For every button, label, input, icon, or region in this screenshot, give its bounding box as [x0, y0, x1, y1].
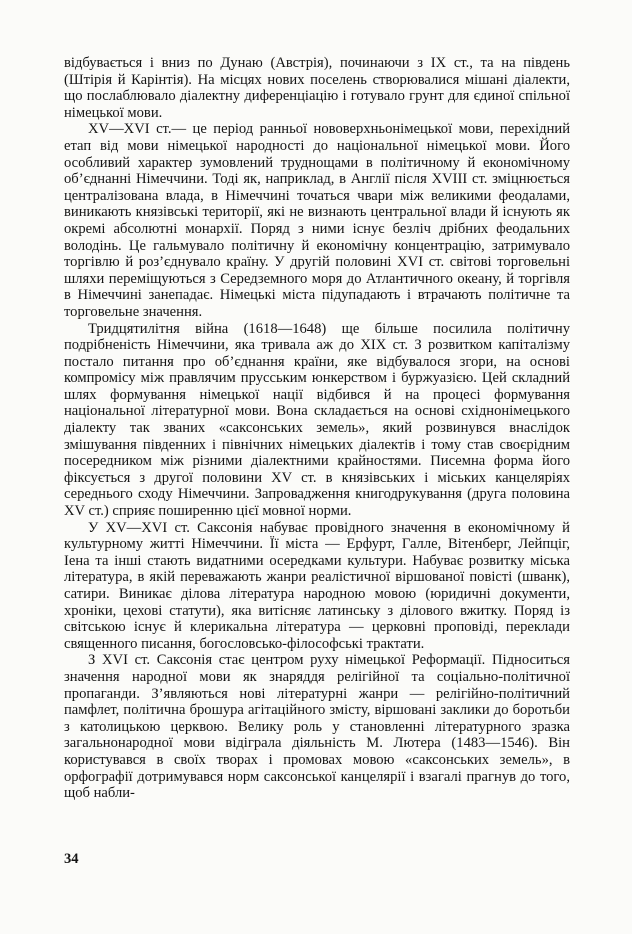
paragraph-5: З XVI ст. Саксонія стає центром руху німецької Реформації. Підноситься значення народної мови як знаряддя релігійної та соціально-політичної пропаганди. З’являються нові літературні жанри — релігійно-політичний памфлет, політична брошура агітаційного змісту, віршовані заклики до боротьби з католицькою церквою. Велику роль у становленні літературного зразка загальнонародної мови відіграла діяльність М. Лютера (1483—1546). Він користувався в своїх творах і промовах мовою «саксонських земель», в орфографії дотримувався норм саксонської канцелярії і взагалі прагнув до того, щоб набли-: [64, 652, 570, 802]
paragraph-3: Тридцятилітня війна (1618—1648) ще більше посилила політичну подрібненість Німеччини, яка тривала аж до XIX ст. З розвитком капіталізму постало питання про об’єднання країни, яке відбувалося згори, на основі компромісу між правлячим прусським юнкерством і буржуазією. Цей складний шлях формування німецької нації відбився й на процесі формування національної літературної мови. Вона складається на основі східнонімецького діалекту так званих «саксонських земель», який розвинувся внаслідок змішування південних і північних німецьких діалектів і тому став своєрідним посередником між різними діалектними крайностями. Писемна форма його фіксується з другої половини XV ст. в князівських і міських канцеляріях середнього сходу Німеччини. Запровадження книгодрукування (друга половина XV ст.) сприяє поширенню цієї мовної норми.: [64, 320, 570, 520]
body-text: [64, 55, 570, 802]
paragraph-2: XV—XVI ст.— це період ранньої нововерхньонімецької мови, перехідний етап від мови німецької народності до національної німецької мови. Його особливий характер зумовлений труднощами в політичному й економічному об’єднанні Німеччини. Тоді як, наприклад, в Англії після XVIII ст. зміцнюється централізована влада, в Німеччині точаться чвари між великими феодалами, виникають князівські території, які не визнають центральної влади й існують як окремі абсолютні монархії. Поряд з ними існує безліч дрібних феодальних володінь. Це гальмувало політичну й економічну концентрацію, затримувало торгівлю й роз’єднувало країну. У другій половині XVI ст. світові торговельні шляхи переміщуються з Середземного моря до Атлантичного океану, й торгівля в Німеччині занепадає. Німецькі міста підупадають і втрачають політичне та торговельне значення.: [64, 121, 570, 320]
paragraph-4: У XV—XVI ст. Саксонія набуває провідного значення в економічному й культурному житті Німеччини. Її міста — Ерфурт, Галле, Вітенберг, Лейпціг, Іена та інші стають видатними осередками культури. Набуває розвитку міська література, в якій переважають жанри реалістичної віршованої повісті (шванк), сатири. Виникає ділова література народною мовою (юридичні документи, хроніки, цехові статути), яка витісняє латинську з ділового вжитку. Поряд із світською існує й клерикальна література — церковні проповіді, переклади священного писання, богословсько-філософські трактати.: [64, 519, 570, 652]
page-number: 34: [64, 851, 79, 867]
paragraph-1: відбувається і вниз по Дунаю (Австрія), починаючи з IX ст., та на південь (Штірія й Карінтія). На місцях нових поселень створювалися мішані діалекти, що послаблювало діалектну диференціацію і готувало грунт для єдиної спільної німецької мови.: [64, 55, 570, 121]
